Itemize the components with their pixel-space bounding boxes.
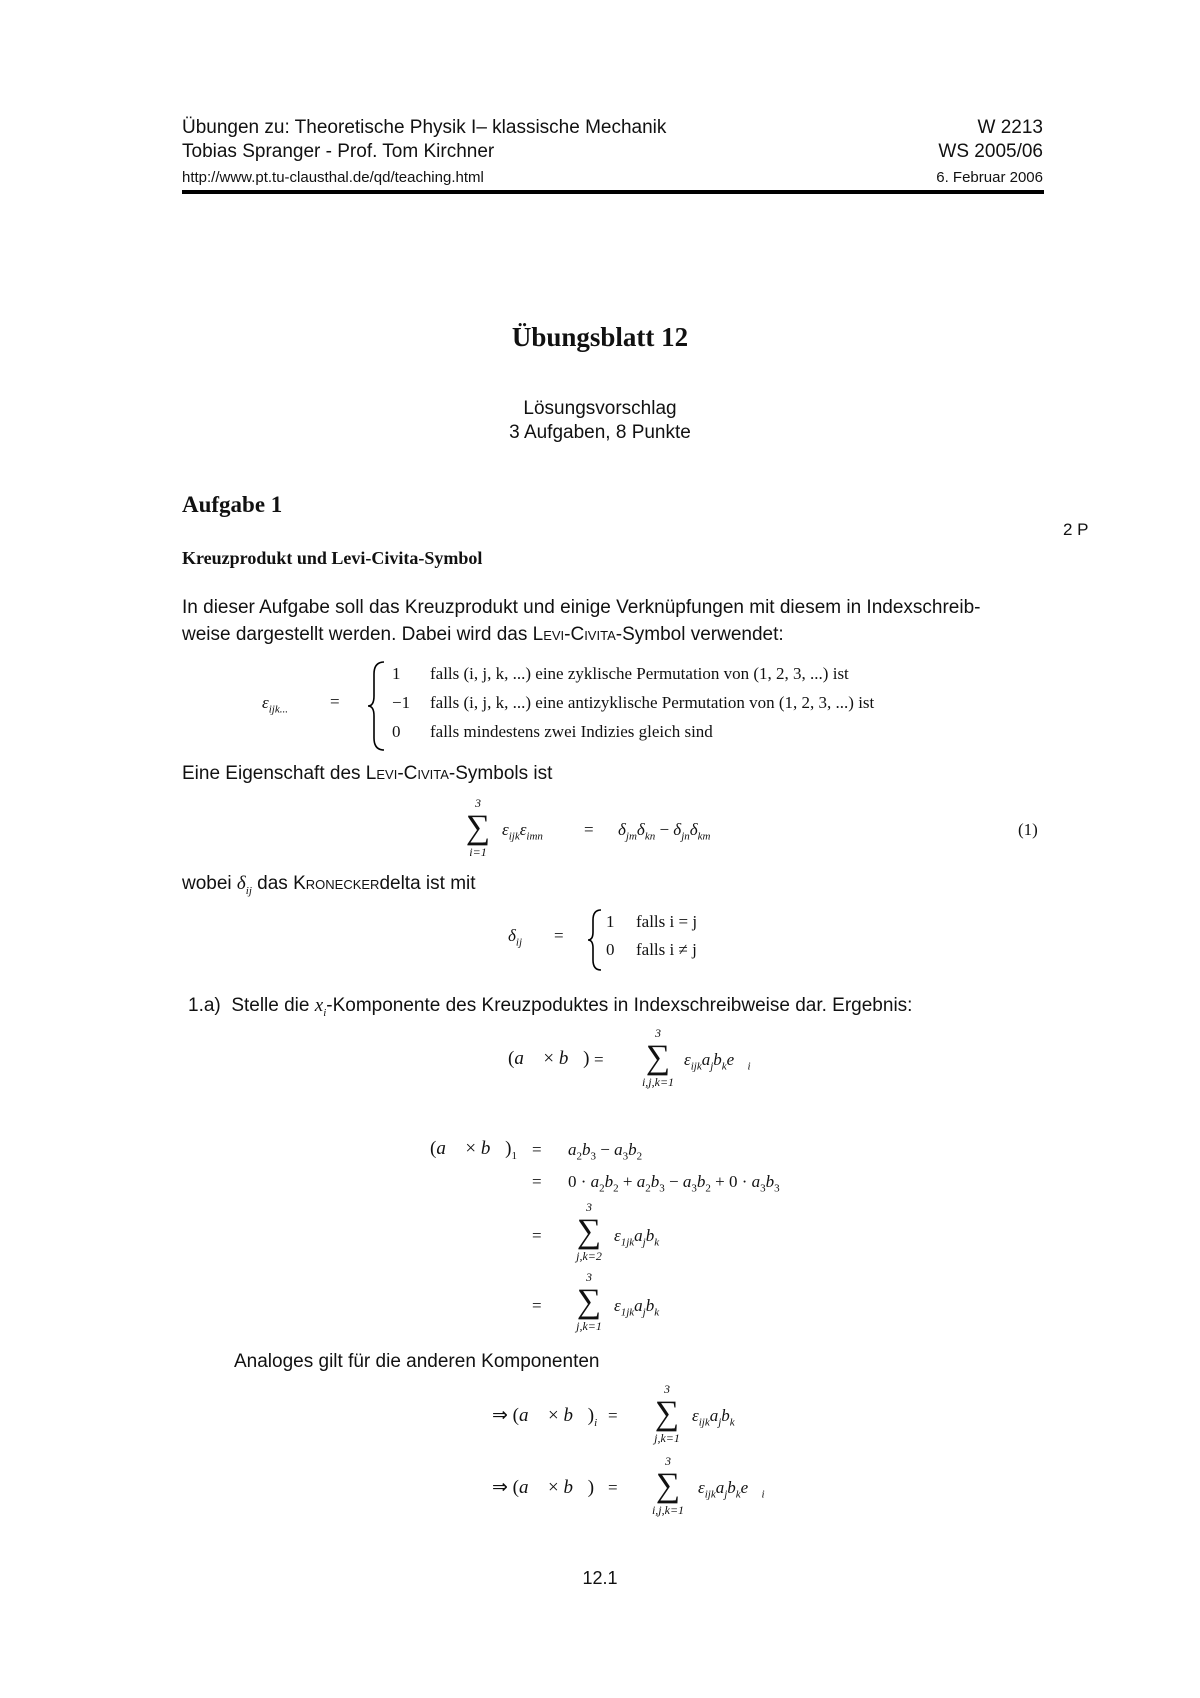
kronecker-case-2-value: 0	[606, 940, 615, 959]
intro-line-2: weise dargestellt werden. Dabei wird das Levi-Civita-Symbol verwendet:	[182, 624, 784, 645]
analog-text: Analoges gilt für die anderen Komponenten	[234, 1351, 600, 1372]
sum-symbol-1: 3 ∑ i=1	[465, 796, 491, 859]
component-rhs-1: $a_2b_3 - a_3b_2$	[568, 1140, 643, 1163]
summary: 3 Aufgaben, 8 Punkte	[509, 422, 691, 443]
intro-paragraph	[182, 594, 1044, 648]
kronecker-case-2-condition: falls i ≠ j	[636, 940, 697, 959]
levi-case-1-condition: falls (i, j, k, ...) eine zyklische Permutation von (1, 2, 3, ...) ist	[430, 664, 849, 683]
kronecker-lhs: $\delta_{ij}$	[508, 926, 523, 949]
final-vector-lhs: ⇒ (a⃗ × b⃗)	[492, 1477, 595, 1498]
header-course: Übungen zu: Theoretische Physik I– klassische Mechanik	[182, 117, 667, 138]
final-vector-equals: =	[608, 1478, 618, 1497]
final-component-equals: =	[608, 1406, 618, 1425]
cross-product-lhs: (a⃗ × b⃗)	[508, 1048, 590, 1069]
cross-product-equals: =	[594, 1050, 604, 1069]
levi-case-2-condition: falls (i, j, k, ...) eine antizyklische Permutation von (1, 2, 3, ...) ist	[430, 693, 875, 712]
header-date: 6. Februar 2006	[936, 169, 1043, 186]
final-component-rhs: $\varepsilon_{ijk}a_jb_k$	[692, 1406, 735, 1429]
levi-civita-name: Levi-Civita	[532, 624, 616, 645]
task-heading: Aufgabe 1	[182, 492, 283, 517]
header-rule	[182, 190, 1044, 194]
header-authors: Tobias Spranger - Prof. Tom Kirchner	[182, 141, 495, 162]
component-lhs: (a⃗ × $b⃗)_1$	[430, 1138, 517, 1162]
kronecker-equals: =	[554, 926, 564, 945]
kronecker-text: wobei $\delta_{ij}$ das Kroneckerdelta ist mit	[182, 873, 476, 897]
property-equals: =	[584, 820, 594, 839]
component-eq-2: =	[532, 1172, 542, 1191]
levi-case-3-value: 0	[392, 722, 401, 741]
left-brace	[366, 660, 388, 752]
levi-case-2-value: −1	[392, 693, 411, 712]
subtitle: Lösungsvorschlag	[523, 398, 677, 419]
page-number: 12.1	[582, 1568, 618, 1588]
component-eq-3: =	[532, 1226, 542, 1245]
equation-number: (1)	[1018, 820, 1038, 839]
part-a-text: 1.a) Stelle die $x_i$-Komponente des Kreuzpoduktes in Indexschreibweise dar. Ergebnis:	[188, 995, 913, 1019]
task-subheading: Kreuzprodukt und Levi-Civita-Symbol	[182, 548, 483, 568]
page-title: Übungsblatt 12	[511, 322, 689, 352]
kronecker-case-1-value: 1	[606, 912, 615, 931]
component-eq-4: =	[532, 1296, 542, 1315]
kronecker-case-1-condition: falls i = j	[636, 912, 698, 931]
intro-line-1: In dieser Aufgabe soll das Kreuzprodukt und einige Verknüpfungen mit diesem in Indexschreib-	[182, 597, 981, 618]
component-rhs-3: $\varepsilon_{1jk}a_jb_k$	[614, 1226, 660, 1249]
property-text: Eine Eigenschaft des Levi-Civita-Symbols ist	[182, 763, 553, 784]
component-eq-1: =	[532, 1140, 542, 1159]
final-vector-rhs: $\varepsilon_{ijk}a_jb_ke⃗_i$	[698, 1478, 765, 1501]
property-lhs: $\varepsilon_{ijk}\varepsilon_{imn}$	[502, 820, 543, 843]
header-semester: WS 2005/06	[938, 141, 1043, 162]
sum-symbol-2: 3 ∑ i,j,k=1	[641, 1026, 675, 1089]
equals-sign: =	[330, 692, 340, 711]
header-url[interactable]: http://www.pt.tu-clausthal.de/qd/teaching.html	[182, 169, 484, 186]
sum-symbol-4: 3 ∑ j,k=1	[576, 1270, 602, 1333]
component-rhs-2: $0 \cdot a_2b_2 + a_2b_3 - a_3b_2 + 0 \cdot a_3b_3$	[568, 1172, 780, 1195]
kronecker-brace	[586, 908, 604, 972]
task-points: 2 P	[1063, 520, 1089, 539]
component-rhs-4: $\varepsilon_{1jk}a_jb_k$	[614, 1296, 660, 1319]
sum-symbol-3: 3 ∑ j,k=2	[576, 1200, 602, 1263]
sum-symbol-5: 3 ∑ j,k=1	[654, 1382, 680, 1445]
final-component-lhs: ⇒ (a⃗ × $b⃗)_i$	[492, 1405, 598, 1429]
header-code: W 2213	[977, 117, 1043, 138]
property-rhs: $\delta_{jm}\delta_{kn} - \delta_{jn}\delta_{km}$	[618, 820, 711, 843]
levi-case-3-condition: falls mindestens zwei Indizies gleich sind	[430, 722, 713, 741]
sum-symbol-6: 3 ∑ i,j,k=1	[651, 1454, 685, 1517]
epsilon-lhs: $\varepsilon_{ijk...}$	[262, 693, 288, 716]
cross-product-rhs: $\varepsilon_{ijk}a_jb_ke⃗_i$	[684, 1050, 751, 1073]
levi-case-1-value: 1	[392, 664, 401, 683]
